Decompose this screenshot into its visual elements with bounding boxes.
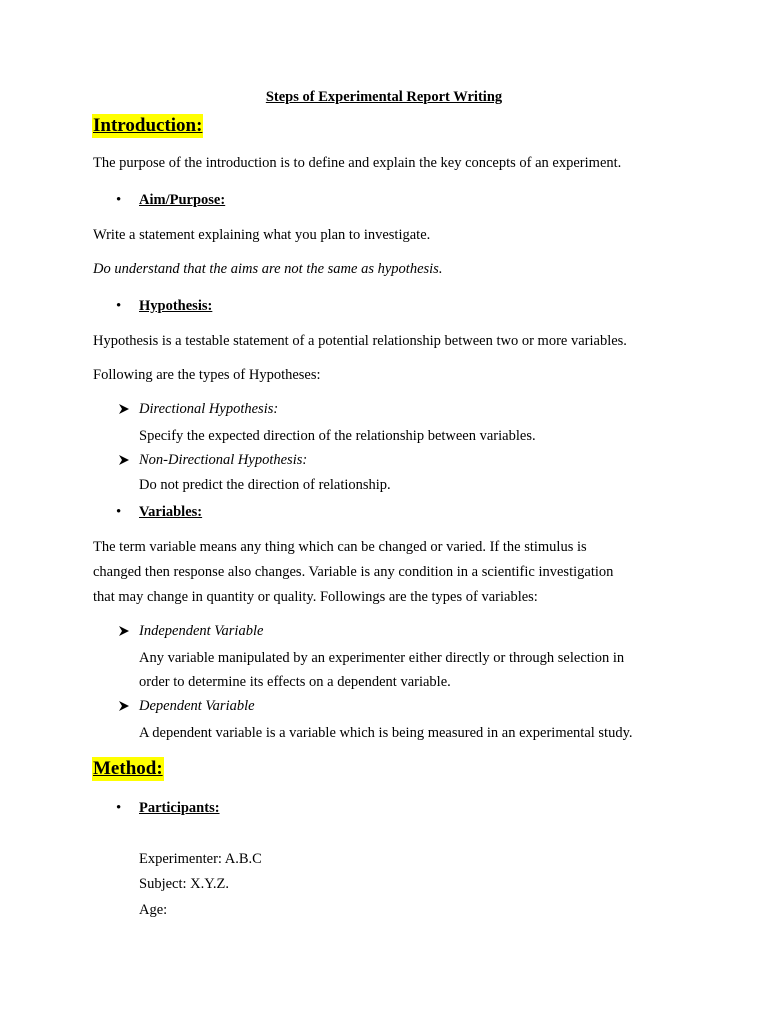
hypothesis-type-item	[118, 453, 307, 468]
arrow-bullet-icon	[118, 625, 139, 637]
hypothesis-type-name: Non-Directional Hypothesis:	[139, 452, 308, 468]
aim-label: Aim/Purpose:	[139, 192, 226, 208]
hypothesis-types-intro: Following are the types of Hypotheses:	[93, 367, 321, 383]
hypothesis-type-desc: Specify the expected direction of the relationship between variables.	[139, 428, 536, 444]
aim-note: Do understand that the aims are not the same as hypothesis.	[93, 261, 443, 277]
variable-type-desc: order to determine its effects on a dependent variable.	[139, 674, 451, 690]
arrow-bullet-icon	[118, 403, 139, 415]
participant-line: Experimenter: A.B.C	[139, 851, 262, 867]
variable-type-desc: Any variable manipulated by an experimenter either directly or through selection in	[139, 650, 625, 666]
introduction-paragraph: The purpose of the introduction is to define and explain the key concepts of an experiment.	[93, 155, 622, 171]
variable-type-item	[118, 624, 263, 639]
variable-type-desc: A dependent variable is a variable which is being measured in an experimental study.	[139, 725, 633, 741]
variable-type-name: Independent Variable	[139, 623, 264, 639]
arrow-bullet-icon	[118, 454, 139, 466]
hypothesis-type-item	[118, 402, 278, 417]
aim-bullet	[116, 193, 225, 208]
variables-paragraph-line: that may change in quantity or quality. Followings are the types of variables:	[93, 589, 538, 605]
participants-label: Participants:	[139, 800, 220, 816]
hypothesis-bullet	[116, 299, 212, 314]
arrow-bullet-icon	[118, 700, 139, 712]
hypothesis-label: Hypothesis:	[139, 298, 213, 314]
variable-type-name: Dependent Variable	[139, 698, 255, 714]
participants-bullet	[116, 801, 220, 816]
variables-bullet	[116, 505, 202, 520]
bullet-dot-icon: •	[116, 298, 122, 314]
variables-paragraph-line: changed then response also changes. Variable is any condition in a scientific investigation	[93, 564, 614, 580]
participant-line: Age:	[139, 902, 168, 918]
method-heading	[92, 759, 164, 778]
variables-paragraph-line: The term variable means any thing which can be changed or varied. If the stimulus is	[93, 539, 587, 555]
bullet-dot-icon: •	[116, 192, 122, 208]
variable-type-item	[118, 699, 255, 714]
method-heading-text: Method:	[93, 758, 163, 779]
participant-line: Subject: X.Y.Z.	[139, 876, 229, 892]
hypothesis-type-desc: Do not predict the direction of relationship.	[139, 477, 391, 493]
hypothesis-text: Hypothesis is a testable statement of a potential relationship between two or more variables.	[93, 333, 627, 349]
bullet-dot-icon: •	[116, 504, 122, 520]
variables-label: Variables:	[139, 504, 203, 520]
bullet-dot-icon: •	[116, 800, 122, 816]
introduction-heading	[92, 116, 203, 135]
hypothesis-type-name: Directional Hypothesis:	[139, 401, 279, 417]
introduction-heading-text: Introduction:	[93, 115, 203, 136]
aim-text: Write a statement explaining what you plan to investigate.	[93, 227, 431, 243]
document-title: Steps of Experimental Report Writing	[265, 89, 503, 105]
